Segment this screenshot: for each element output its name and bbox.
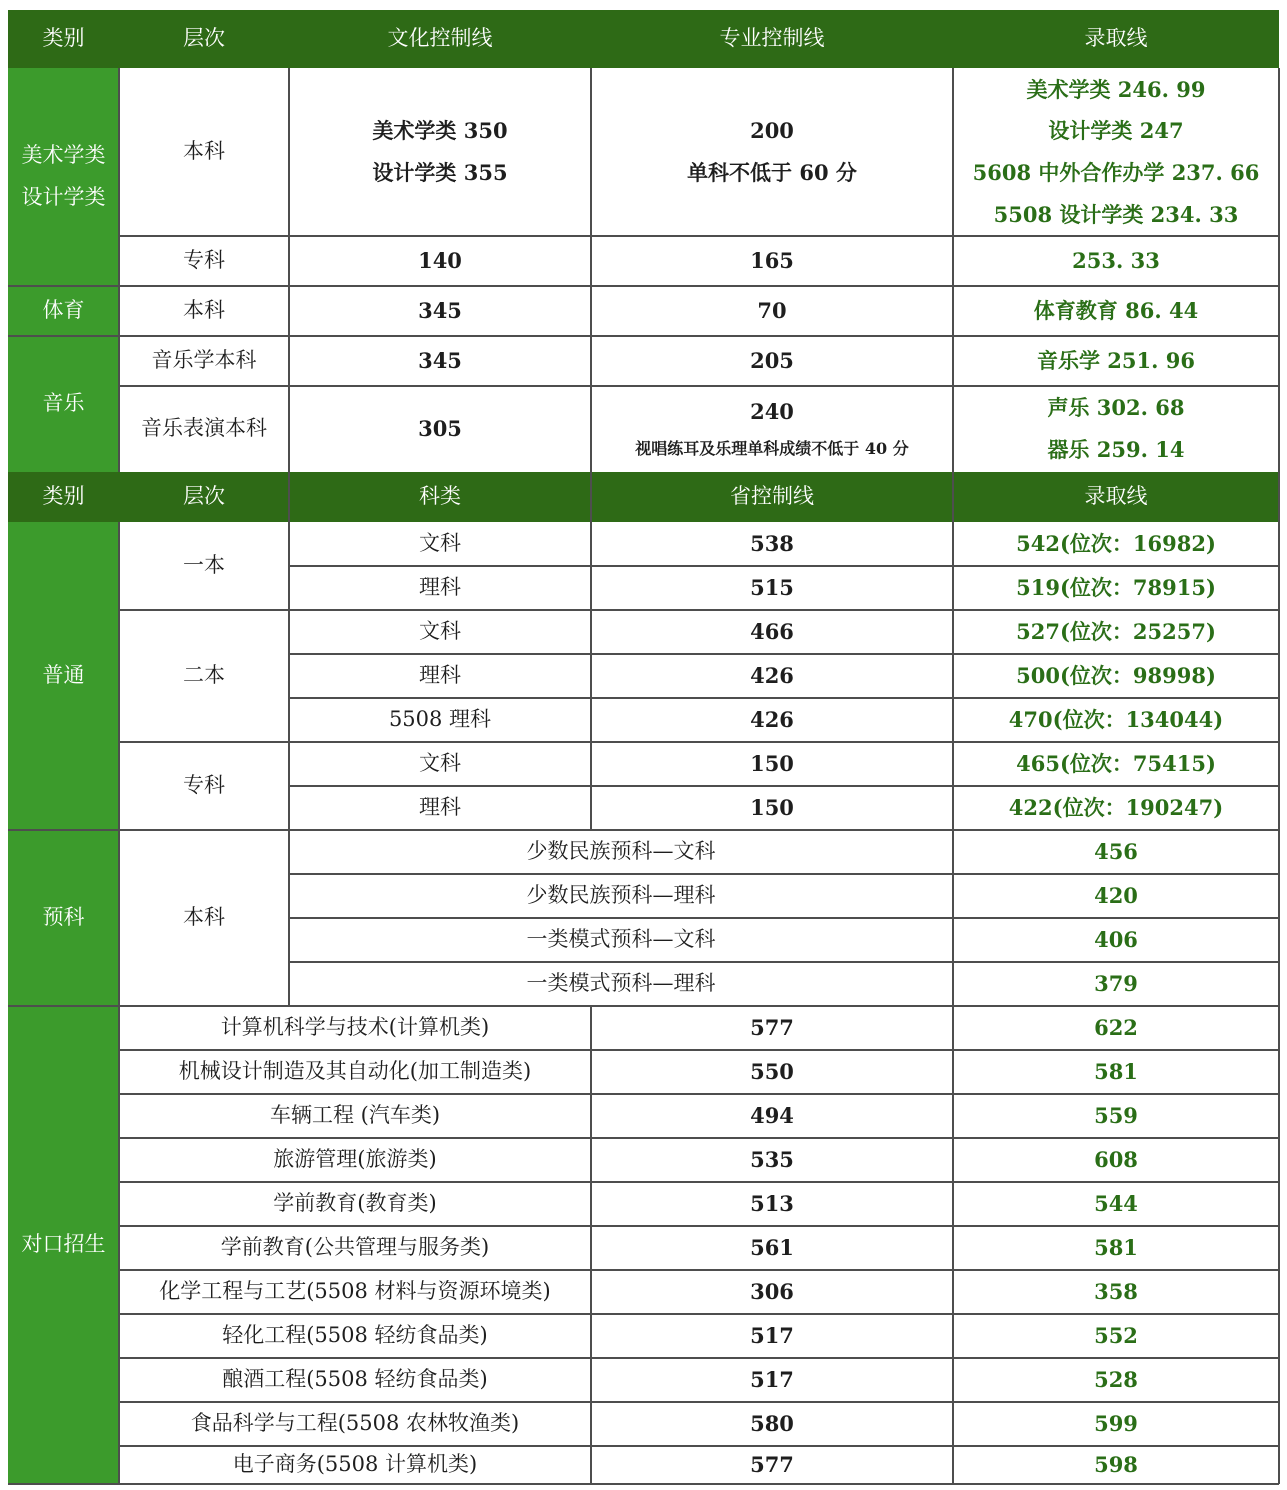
header2-subject-label: 科类 [419, 484, 461, 509]
grid-hline [8, 1005, 1279, 1007]
grid-hline [119, 1093, 1279, 1095]
general-yiben-row2-line [591, 566, 953, 610]
voc-row10-major [119, 1402, 591, 1446]
grid-hline [289, 961, 1279, 963]
art-zhuanke-level [119, 236, 289, 286]
voc-row3-line-text: 494 [750, 1103, 794, 1129]
category-sport-label: 体育 [42, 298, 85, 323]
prep-row1-admit [953, 830, 1279, 874]
grid-vline [1278, 68, 1280, 1484]
grid-vline [118, 68, 120, 472]
art-benke-culture-line2: 设计学类 355 [372, 160, 508, 185]
header2-category-label: 类别 [42, 484, 85, 509]
voc-row1-admit-text: 622 [1094, 1015, 1138, 1041]
voc-row10-line [591, 1402, 953, 1446]
voc-row9-admit-text: 528 [1094, 1367, 1138, 1393]
voc-row3-admit-text: 559 [1094, 1103, 1138, 1129]
sport-level-text: 本科 [183, 298, 225, 323]
header-admit-line [953, 10, 1279, 68]
voc-row2-line [591, 1050, 953, 1094]
music-row1-admit [953, 336, 1279, 386]
general-yiben-row2-line-text: 515 [750, 575, 794, 601]
sport-culture [289, 286, 591, 336]
voc-row8-line-text: 517 [750, 1323, 794, 1349]
voc-row2-line-text: 550 [750, 1059, 794, 1085]
general-yiben-row1-admit [953, 522, 1279, 566]
general-yiben-row2-subject [289, 566, 591, 610]
grid-hline [119, 1137, 1279, 1139]
voc-row1-admit [953, 1006, 1279, 1050]
music-row1-culture-text: 345 [418, 348, 462, 374]
music-row2-culture [289, 386, 591, 472]
grid-hline [119, 1269, 1279, 1271]
grid-vline [288, 68, 290, 1006]
general-erben-row2-admit-text: 500(位次：98998) [1016, 663, 1216, 689]
category-music [8, 336, 119, 472]
voc-row6-major [119, 1226, 591, 1270]
header-level [119, 10, 289, 68]
art-benke-level [119, 68, 289, 236]
header2-province-line-label: 省控制线 [730, 484, 814, 509]
grid-hline [119, 235, 1279, 237]
general-zhuanke-row2-admit [953, 786, 1279, 830]
voc-row4-line-text: 535 [750, 1147, 794, 1173]
sport-admit [953, 286, 1279, 336]
art-zhuanke-culture [289, 236, 591, 286]
voc-row7-line [591, 1270, 953, 1314]
header-major-line [591, 10, 953, 68]
music-row1-level-text: 音乐学本科 [151, 348, 257, 373]
voc-row3-admit [953, 1094, 1279, 1138]
prep-row3-admit [953, 918, 1279, 962]
music-row2-admit-line1: 声乐 302. 68 [1047, 395, 1185, 421]
prep-row2-name-text: 少数民族预科—理科 [526, 883, 716, 908]
art-benke-admit-line2: 设计学类 247 [1048, 118, 1184, 144]
voc-row9-major-text: 酿酒工程(5508 轻纺食品类) [222, 1367, 488, 1392]
voc-row7-admit [953, 1270, 1279, 1314]
voc-row10-major-text: 食品科学与工程(5508 农林牧渔类) [190, 1411, 520, 1436]
voc-row1-major [119, 1006, 591, 1050]
general-zhuanke-row2-line-text: 150 [750, 795, 794, 821]
voc-row9-line [591, 1358, 953, 1402]
voc-row6-admit-text: 581 [1094, 1235, 1138, 1261]
art-benke-culture-line1: 美术学类 350 [372, 118, 508, 144]
voc-row9-major [119, 1358, 591, 1402]
music-row1-culture [289, 336, 591, 386]
general-yiben-row1-subject-text: 文科 [419, 531, 461, 556]
art-benke-level-text: 本科 [183, 139, 225, 164]
art-zhuanke-major [591, 236, 953, 286]
category-art-line1: 美术学类 [21, 143, 106, 168]
grid-hline [119, 1313, 1279, 1315]
category-vocational [8, 1006, 119, 1484]
voc-row8-admit [953, 1314, 1279, 1358]
prep-row3-name-text: 一类模式预科—文科 [526, 927, 716, 952]
general-yiben-row1-line-text: 538 [750, 531, 794, 557]
grid-hline [119, 609, 1279, 611]
header2-subject [289, 472, 591, 522]
general-zhuanke-level-text: 专科 [183, 773, 225, 798]
voc-row5-line [591, 1182, 953, 1226]
voc-row5-line-text: 513 [750, 1191, 794, 1217]
general-erben-row3-admit [953, 698, 1279, 742]
music-row1-major-text: 205 [750, 348, 794, 374]
general-zhuanke-row1-admit [953, 742, 1279, 786]
prep-row2-admit-text: 420 [1094, 883, 1138, 909]
music-row2-major-note: 视唱练耳及乐理单科成绩不低于 40 分 [635, 439, 909, 459]
general-zhuanke-row2-line [591, 786, 953, 830]
art-benke-admit-line3: 5608 中外合作办学 237. 66 [972, 160, 1260, 185]
general-erben-row1-subject [289, 610, 591, 654]
art-benke-major [591, 68, 953, 236]
voc-row4-major-text: 旅游管理(旅游类) [273, 1147, 437, 1172]
general-zhuanke-row2-admit-text: 422(位次：190247) [1008, 795, 1224, 821]
prep-row2-admit [953, 874, 1279, 918]
header2-category [8, 472, 119, 522]
header2-level [119, 472, 289, 522]
general-yiben-row1-line [591, 522, 953, 566]
general-yiben-row1-subject [289, 522, 591, 566]
voc-row10-admit [953, 1402, 1279, 1446]
general-erben-row3-line [591, 698, 953, 742]
voc-row8-major-text: 轻化工程(5508 轻纺食品类) [222, 1323, 488, 1348]
voc-row5-admit [953, 1182, 1279, 1226]
prep-row3-admit-text: 406 [1094, 927, 1138, 953]
prep-row1-admit-text: 456 [1094, 839, 1138, 865]
music-row1-level [119, 336, 289, 386]
general-erben-row2-line-text: 426 [750, 663, 794, 689]
sport-level [119, 286, 289, 336]
grid-hline [119, 1445, 1279, 1447]
sport-major [591, 286, 953, 336]
header2-level-label: 层次 [183, 484, 225, 509]
art-benke-admit-line1: 美术学类 246. 99 [1026, 76, 1206, 102]
voc-row10-admit-text: 599 [1094, 1411, 1138, 1437]
grid-hline [289, 565, 1279, 567]
general-erben-row2-subject [289, 654, 591, 698]
prep-row4-admit-text: 379 [1094, 971, 1138, 997]
grid-hline [289, 653, 1279, 655]
header-major-line-label: 专业控制线 [719, 26, 825, 51]
art-benke-admit-line4: 5508 设计学类 234. 33 [993, 201, 1239, 227]
music-row2-major-text: 240 [750, 399, 794, 425]
voc-row6-major-text: 学前教育(公共管理与服务类) [220, 1235, 490, 1260]
category-sport [8, 286, 119, 336]
voc-row8-line [591, 1314, 953, 1358]
voc-row11-major [119, 1446, 591, 1484]
grid-hline [289, 697, 1279, 699]
general-zhuanke-level [119, 742, 289, 830]
music-row2-major [591, 386, 953, 472]
voc-row11-admit [953, 1446, 1279, 1484]
general-zhuanke-row1-subject [289, 742, 591, 786]
voc-row3-line [591, 1094, 953, 1138]
general-zhuanke-row2-subject [289, 786, 591, 830]
general-zhuanke-row1-line [591, 742, 953, 786]
voc-row2-major-text: 机械设计制造及其自动化(加工制造类) [178, 1059, 532, 1084]
grid-vline [590, 68, 592, 830]
general-erben-row3-line-text: 426 [750, 707, 794, 733]
music-row2-level [119, 386, 289, 472]
header-culture-line [289, 10, 591, 68]
sport-major-text: 70 [757, 298, 787, 324]
voc-row1-line [591, 1006, 953, 1050]
art-zhuanke-admit [953, 236, 1279, 286]
music-row2-level-text: 音乐表演本科 [141, 416, 267, 441]
voc-row3-major [119, 1094, 591, 1138]
general-yiben-row2-subject-text: 理科 [419, 575, 461, 600]
voc-row5-admit-text: 544 [1094, 1191, 1138, 1217]
category-music-label: 音乐 [42, 391, 85, 416]
art-zhuanke-culture-text: 140 [418, 248, 462, 274]
category-art [8, 68, 119, 286]
voc-row9-line-text: 517 [750, 1367, 794, 1393]
music-row1-major [591, 336, 953, 386]
voc-row4-admit [953, 1138, 1279, 1182]
general-yiben-row2-admit-text: 519(位次：78915) [1016, 575, 1216, 601]
voc-row8-major [119, 1314, 591, 1358]
general-erben-row1-admit-text: 527(位次：25257) [1016, 619, 1216, 645]
grid-hline [119, 1181, 1279, 1183]
category-vocational-label: 对口招生 [21, 1232, 106, 1257]
general-yiben-level [119, 522, 289, 610]
grid-hline [289, 917, 1279, 919]
general-erben-row3-subject-text: 5508 理科 [388, 707, 492, 732]
prep-level-text: 本科 [183, 905, 225, 930]
prep-level [119, 830, 289, 1006]
music-row2-admit [953, 386, 1279, 472]
voc-row11-major-text: 电子商务(5508 计算机类) [232, 1452, 478, 1477]
art-zhuanke-admit-text: 253. 33 [1072, 248, 1160, 274]
music-row2-culture-text: 305 [418, 416, 462, 442]
general-erben-row3-subject [289, 698, 591, 742]
voc-row7-line-text: 306 [750, 1279, 794, 1305]
general-erben-row1-line-text: 466 [750, 619, 794, 645]
grid-hline [119, 1401, 1279, 1403]
voc-row5-major [119, 1182, 591, 1226]
general-erben-row3-admit-text: 470(位次：134044) [1008, 707, 1224, 733]
grid-hline [8, 1483, 1279, 1485]
voc-row2-admit [953, 1050, 1279, 1094]
prep-row2-name [289, 874, 953, 918]
grid-hline [119, 1049, 1279, 1051]
prep-row4-name-text: 一类模式预科—理科 [526, 971, 716, 996]
voc-row1-major-text: 计算机科学与技术(计算机类) [220, 1015, 490, 1040]
art-benke-culture [289, 68, 591, 236]
voc-row11-line-text: 577 [750, 1452, 794, 1478]
grid-hline [8, 285, 1279, 287]
grid-hline [8, 829, 1279, 831]
category-prep-label: 预科 [42, 905, 85, 930]
header-admit-line-label: 录取线 [1084, 26, 1148, 51]
voc-row6-line-text: 561 [750, 1235, 794, 1261]
music-row2-admit-line2: 器乐 259. 14 [1047, 437, 1185, 462]
art-benke-major-line2: 单科不低于 60 分 [687, 160, 857, 185]
category-general [8, 522, 119, 830]
prep-row1-name [289, 830, 953, 874]
voc-row2-major [119, 1050, 591, 1094]
art-benke-major-line1: 200 [750, 118, 794, 144]
general-yiben-row2-admit [953, 566, 1279, 610]
art-zhuanke-level-text: 专科 [183, 248, 225, 273]
grid-vline [590, 1006, 592, 1484]
voc-row8-admit-text: 552 [1094, 1323, 1138, 1349]
header2-admit-line [953, 472, 1279, 522]
art-zhuanke-major-text: 165 [750, 248, 794, 274]
voc-row10-line-text: 580 [750, 1411, 794, 1437]
header-culture-line-label: 文化控制线 [387, 26, 493, 51]
grid-vline [952, 68, 954, 1484]
grid-hline [289, 785, 1279, 787]
grid-hline [119, 1357, 1279, 1359]
header-level-label: 层次 [183, 26, 225, 51]
general-erben-row2-admit [953, 654, 1279, 698]
general-erben-level [119, 610, 289, 742]
general-erben-row1-line [591, 610, 953, 654]
voc-row4-major [119, 1138, 591, 1182]
voc-row9-admit [953, 1358, 1279, 1402]
voc-row6-admit [953, 1226, 1279, 1270]
prep-row3-name [289, 918, 953, 962]
general-zhuanke-row1-subject-text: 文科 [419, 751, 461, 776]
voc-row1-line-text: 577 [750, 1015, 794, 1041]
voc-row5-major-text: 学前教育(教育类) [273, 1191, 437, 1216]
voc-row11-line [591, 1446, 953, 1484]
category-general-label: 普通 [42, 663, 85, 688]
voc-row4-admit-text: 608 [1094, 1147, 1138, 1173]
grid-hline [289, 873, 1279, 875]
header2-province-line [591, 472, 953, 522]
voc-row7-admit-text: 358 [1094, 1279, 1138, 1305]
general-erben-row2-line [591, 654, 953, 698]
general-yiben-row1-admit-text: 542(位次：16982) [1016, 531, 1216, 557]
music-row1-admit-text: 音乐学 251. 96 [1037, 348, 1195, 374]
voc-row3-major-text: 车辆工程 (汽车类) [269, 1103, 441, 1128]
sport-culture-text: 345 [418, 298, 462, 324]
voc-row11-admit-text: 598 [1094, 1452, 1138, 1478]
voc-row6-line [591, 1226, 953, 1270]
general-erben-row2-subject-text: 理科 [419, 663, 461, 688]
general-zhuanke-row1-line-text: 150 [750, 751, 794, 777]
general-yiben-level-text: 一本 [183, 553, 225, 578]
category-art-line2: 设计学类 [21, 185, 106, 209]
sport-admit-text: 体育教育 86. 44 [1033, 298, 1199, 324]
header-category-label: 类别 [42, 26, 85, 51]
grid-vline [118, 522, 120, 1484]
grid-hline [119, 1225, 1279, 1227]
header2-admit-line-label: 录取线 [1084, 484, 1148, 509]
category-prep [8, 830, 119, 1006]
general-erben-level-text: 二本 [183, 663, 225, 688]
grid-hline [119, 385, 1279, 387]
general-zhuanke-row1-admit-text: 465(位次：75415) [1016, 751, 1216, 777]
prep-row4-admit [953, 962, 1279, 1006]
grid-hline [119, 741, 1279, 743]
voc-row4-line [591, 1138, 953, 1182]
header-category [8, 10, 119, 68]
art-benke-admit [953, 68, 1279, 236]
prep-row1-name-text: 少数民族预科—文科 [526, 839, 716, 864]
general-erben-row1-admit [953, 610, 1279, 654]
general-zhuanke-row2-subject-text: 理科 [419, 795, 461, 820]
voc-row7-major-text: 化学工程与工艺(5508 材料与资源环境类) [159, 1279, 551, 1304]
general-erben-row1-subject-text: 文科 [419, 619, 461, 644]
prep-row4-name [289, 962, 953, 1006]
voc-row2-admit-text: 581 [1094, 1059, 1138, 1085]
grid-hline [8, 335, 1279, 337]
voc-row7-major [119, 1270, 591, 1314]
